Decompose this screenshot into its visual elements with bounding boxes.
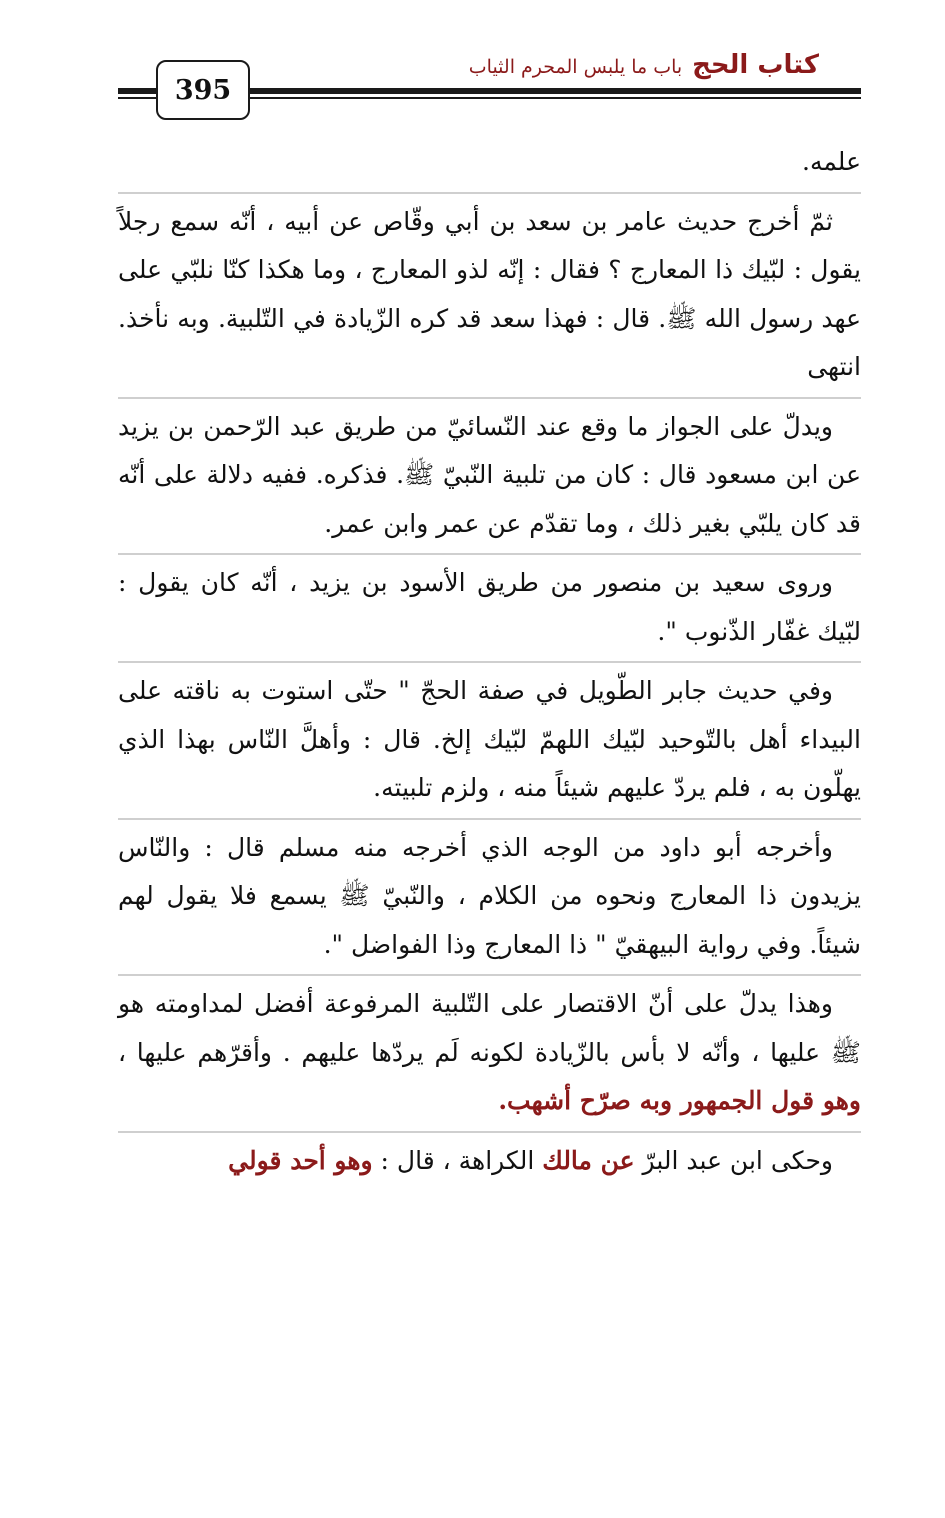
chapter-title: باب ما يلبس المحرم الثياب [468,56,683,78]
paragraph [118,1137,861,1186]
running-head [469,50,819,80]
paragraph-text: الكراهة ، قال : [372,1145,543,1175]
book-title: كتاب الحج [692,50,819,80]
paragraph-separator [118,974,861,976]
page-number: 395 [156,60,250,120]
paragraph: ويدلّ على الجواز ما وقع عند النّسائيّ من طريق عبد الرّحمن بن يزيد عن ابن مسعود قال : كان من تلبية النّبيّ ﷺ. فذكره. ففيه دلالة على أنّه قد كان يلبّي بغير ذلك ، وما تقدّم عن عمر وابن عمر. [118,411,861,538]
paragraph-text: وحكى ابن عبد البرّ [634,1145,833,1175]
paragraph-separator [118,192,861,194]
highlighted-text: عن مالك [542,1145,635,1175]
paragraph: وفي حديث جابر الطّويل في صفة الحجّ " حتّى استوت به ناقته على البيداء أهل بالتّوحيد لبّيك اللهمّ لبّيك إلخ. قال : وأهلَّ النّاس بهذا الذي يهلّون به ، فلم يردّ عليهم شيئاً منه ، ولزم تلبيته. [118,676,861,802]
page-header [0,0,945,130]
body-text [118,138,861,1185]
paragraph-separator [118,1131,861,1133]
paragraph: ثمّ أخرج حديث عامر بن سعد بن أبي وقّاص عن أبيه ، أنّه سمع رجلاً يقول : لبّيك ذا المعارج ؟ فقال : إنّه لذو المعارج ، وما هكذا كنّا نلبّي على عهد رسول الله ﷺ. قال : فهذا سعد قد كره الزّيادة في التّلبية. وبه نأخذ. انتهى [118,206,861,381]
paragraph-text: وهذا يدلّ على أنّ الاقتصار على التّلبية المرفوعة أفضل لمداومته هو ﷺ عليها ، وأنّه لا بأس بالزّيادة لكونه لَم يردّها عليهم . وأقرّهم عليها ، [118,989,861,1067]
paragraph: وأخرجه أبو داود من الوجه الذي أخرجه منه مسلم قال : والنّاس يزيدون ذا المعارج ونحوه من الكلام ، والنّبيّ ﷺ يسمع فلا يقول لهم شيئاً. وفي رواية البيهقيّ " ذا المعارج وذا الفواضل ". [118,832,861,959]
paragraph-separator [118,553,861,555]
paragraph: علمه. [802,147,861,176]
highlighted-text: وهو أحد قولي [228,1145,373,1175]
paragraph-separator [118,818,861,820]
paragraph-separator [118,397,861,399]
paragraph-separator [118,661,861,663]
paragraph: وروى سعيد بن منصور من طريق الأسود بن يزيد ، أنّه كان يقول : لبّيك غفّار الذّنوب ". [118,568,861,646]
paragraph [118,980,861,1126]
highlighted-text: وهو قول الجمهور وبه صرّح أشهب. [498,1086,861,1115]
